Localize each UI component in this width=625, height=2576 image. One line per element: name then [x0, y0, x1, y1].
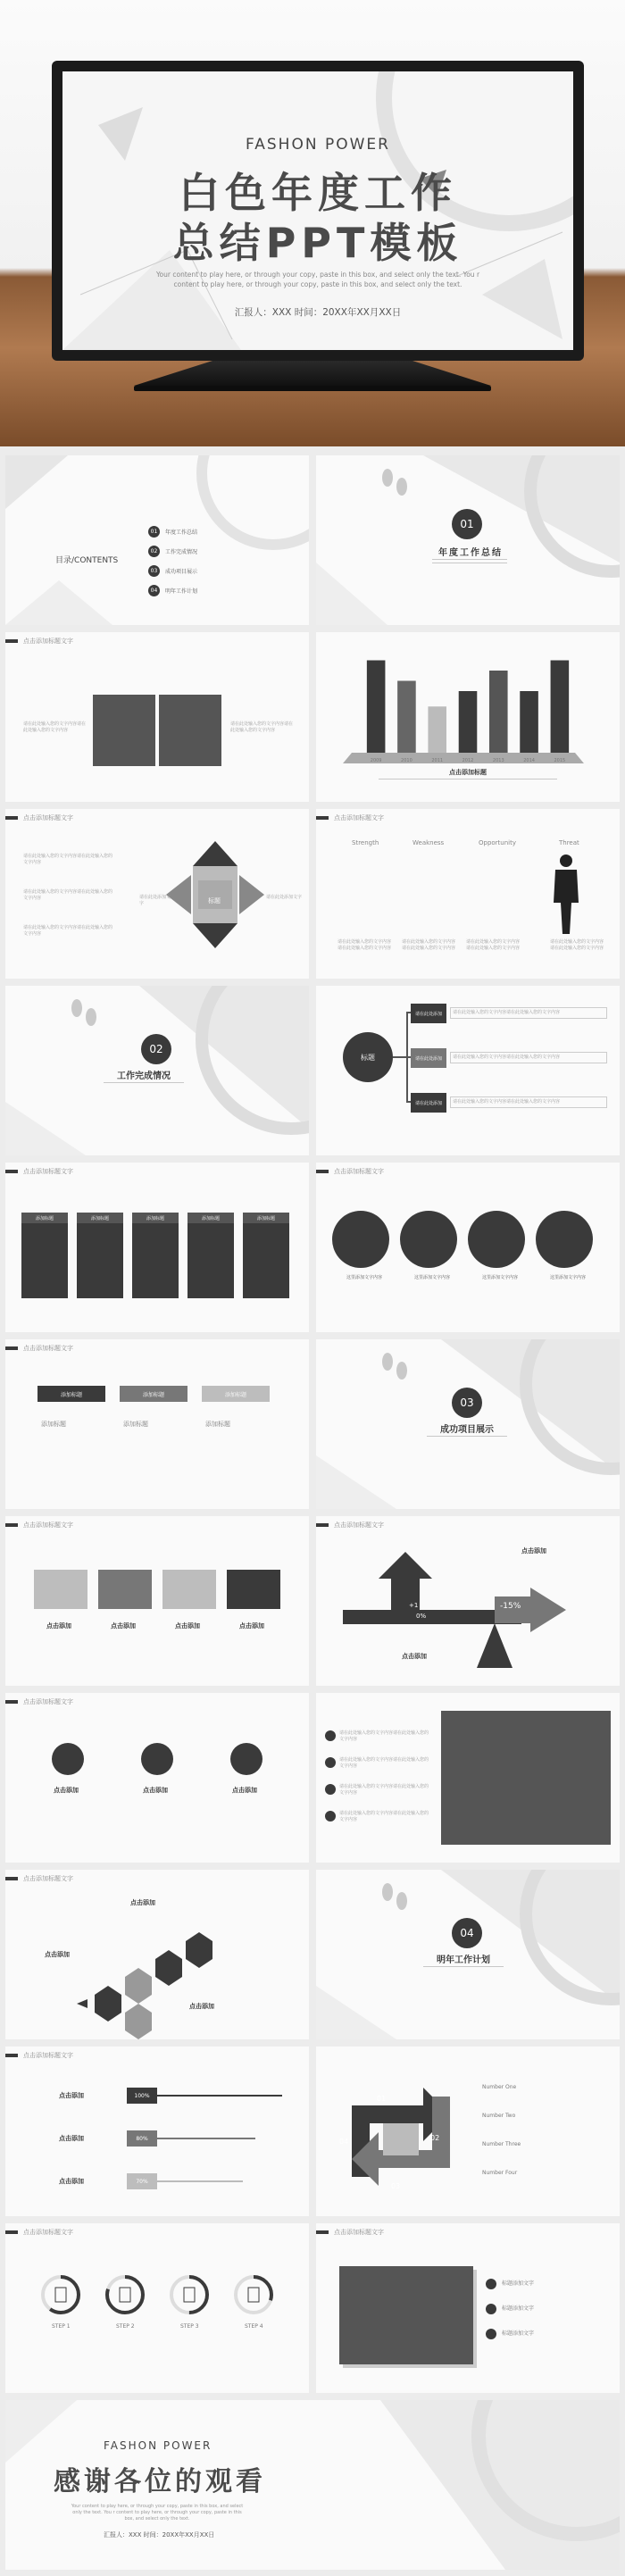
slide-hexagons[interactable]	[5, 1870, 309, 2039]
tab[interactable]: 添加标题	[38, 1386, 105, 1402]
check-icon	[325, 1757, 336, 1768]
contents-list	[148, 521, 197, 600]
cross-center-label: 标题	[208, 897, 221, 905]
flow-label: 请在此处添加	[411, 1093, 446, 1113]
slide-header	[316, 1168, 384, 1175]
section-title: 年度工作总结	[438, 548, 503, 558]
list-item: 标题添加文字	[502, 2305, 535, 2312]
divider	[427, 1436, 507, 1437]
slide-round-icons[interactable]	[5, 1693, 309, 1863]
slide-icon-boxes[interactable]	[5, 1516, 309, 1686]
cross-arrow-diagram	[166, 841, 264, 948]
circle-graphic	[400, 1211, 457, 1268]
cycle-number: 02	[430, 2134, 440, 2142]
step-label: STEP 1	[52, 2323, 71, 2330]
slide-header-label: 点击添加标题文字	[334, 1521, 384, 1529]
slide-bar-chart[interactable]	[316, 632, 620, 802]
circle-label: 这里添加文字内容	[413, 1275, 450, 1280]
slide-list-image[interactable]	[316, 2223, 620, 2393]
circle-label: 这里添加文字内容	[549, 1275, 586, 1280]
card[interactable]	[243, 1213, 289, 1298]
section-title: 成功项目展示	[440, 1425, 494, 1435]
contents-title: 目录/CONTENTS	[55, 556, 119, 565]
hexagon-diagram	[68, 1897, 264, 2039]
list-icon	[486, 2329, 496, 2339]
document-icon	[55, 2288, 66, 2302]
arrow-number: -15%	[500, 1602, 521, 1611]
cycle-item: Number Two	[482, 2113, 516, 2119]
slide-section-04[interactable]	[316, 1870, 620, 2039]
image-icon	[230, 1743, 262, 1775]
chart-bar	[551, 661, 570, 754]
closing-meta: 汇报人：XXX 时间：20XX年XX月XX日	[104, 2531, 215, 2538]
cycle-number: 03	[391, 2182, 401, 2190]
cycle-number: 01	[377, 2095, 387, 2103]
circle-label: 这里添加文字内容	[481, 1275, 518, 1280]
slide-timeline-bars[interactable]	[5, 2047, 309, 2216]
contents-item-number: 01	[148, 526, 160, 538]
slide-flow[interactable]	[316, 986, 620, 1155]
slide-header	[316, 814, 384, 821]
card[interactable]	[77, 1213, 123, 1298]
icon-box	[34, 1570, 88, 1609]
slide-section-02[interactable]	[5, 986, 309, 1155]
cycle-number: 04	[339, 2138, 349, 2146]
step-label: STEP 2	[116, 2323, 135, 2330]
section-number-badge: 02	[141, 1034, 171, 1064]
slide-header-label: 点击添加标题文字	[334, 2229, 384, 2236]
slide-header-label: 点击添加标题文字	[23, 1521, 73, 1529]
contents-item-number: 03	[148, 565, 160, 577]
card-title: 添加标题	[21, 1213, 68, 1223]
wrench-icon	[52, 1743, 84, 1775]
body-text: 请在此处输入您的文字内容请在此处输入您的文字内容	[450, 1096, 607, 1108]
card[interactable]	[21, 1213, 68, 1298]
slide-arrows[interactable]	[316, 1516, 620, 1686]
hex-label: 点击添加	[189, 2003, 214, 2010]
image-placeholder	[441, 1711, 611, 1845]
slide-header-label: 点击添加标题文字	[23, 1698, 73, 1705]
cover-meta: 汇报人：XXX 时间：20XX年XX月XX日	[234, 307, 402, 318]
image-placeholder	[159, 695, 221, 766]
businessman-silhouette	[548, 854, 584, 934]
image-placeholder	[339, 2266, 473, 2364]
slide-cards[interactable]	[5, 1163, 309, 1332]
slide-cycle[interactable]	[316, 2047, 620, 2216]
progress-line	[157, 2138, 255, 2139]
monitor-stand-base	[134, 386, 491, 391]
contents-item-label: 年度工作总结	[165, 529, 198, 536]
timeline-label: 点击添加	[59, 2092, 84, 2099]
chart-tick-label: 2014	[523, 758, 535, 763]
tab[interactable]: 添加标题	[120, 1386, 188, 1402]
slide-tabs[interactable]	[5, 1339, 309, 1509]
closing-subtitle: Your content to play here, or through your copy, paste in this box, and select only the text. You r content to play here, or through your copy, paste in this box, and select only the text.	[71, 2504, 244, 2522]
icon-box	[98, 1570, 152, 1609]
progress-line	[157, 2180, 243, 2182]
cover-title-line1: 白色年度工作	[179, 169, 457, 217]
tab[interactable]: 添加标题	[202, 1386, 270, 1402]
flow-label: 请在此处添加	[411, 1048, 446, 1068]
slide-section-03[interactable]	[316, 1339, 620, 1509]
slide-header	[5, 1875, 73, 1882]
icon-box	[162, 1570, 216, 1609]
slide-swot[interactable]	[316, 809, 620, 979]
slide-header	[5, 2052, 73, 2059]
hex-label: 点击添加	[130, 1899, 155, 1906]
arrow-label: 点击添加	[402, 1653, 427, 1660]
document-icon	[248, 2288, 259, 2302]
tab-label: 添加标题	[205, 1421, 230, 1428]
box-label: 点击添加	[111, 1622, 136, 1630]
arrow-number: 0%	[416, 1613, 427, 1620]
chart-tick-label: 2011	[431, 758, 444, 763]
slide-header	[316, 2229, 384, 2236]
tab-label: 添加标题	[41, 1421, 66, 1428]
cover-kicker: FASHON POWER	[246, 136, 390, 154]
card-title: 添加标题	[188, 1213, 234, 1223]
monitor-screen	[62, 71, 573, 350]
side-label: 请在此处添加文字	[139, 895, 171, 906]
body-text: 请在此处输入您的文字内容请在此处输入您的文字内容	[450, 1007, 607, 1019]
progress-rings	[5, 2223, 309, 2393]
hex-label: 点击添加	[45, 1951, 70, 1958]
flow-center-node: 标题	[343, 1032, 393, 1082]
chart-bar	[397, 681, 416, 754]
slide-closing[interactable]	[5, 2400, 620, 2570]
pencil-icon	[141, 1743, 173, 1775]
document-icon	[120, 2288, 130, 2302]
step-label: STEP 4	[245, 2323, 263, 2330]
slide-header	[5, 1168, 73, 1175]
divider	[104, 1082, 184, 1083]
contents-item[interactable]	[148, 561, 197, 580]
contents-item[interactable]	[148, 580, 197, 600]
contents-item-number: 02	[148, 546, 160, 557]
card-title: 添加标题	[132, 1213, 179, 1223]
slide-section-01[interactable]	[316, 455, 620, 625]
check-item-text: 请在此处输入您的文字内容请在此处输入您的文字内容	[339, 1730, 429, 1742]
check-item-text: 请在此处输入您的文字内容请在此处输入您的文字内容	[339, 1784, 429, 1796]
cycle-item: Number One	[482, 2084, 517, 2090]
slide-header-label: 点击添加标题文字	[334, 814, 384, 821]
percent-block: 70%	[127, 2173, 157, 2189]
arrow-number: +1	[409, 1602, 419, 1609]
icon-label: 点击添加	[143, 1787, 168, 1794]
body-text: 请在此处输入您的文字内容请在此处输入您的文字内容	[338, 939, 392, 951]
section-title: 工作完成情况	[117, 1071, 171, 1081]
cycle-item: Number Three	[482, 2141, 521, 2147]
cycle-diagram	[334, 2079, 468, 2195]
chart-bar	[489, 671, 508, 753]
swot-label: Strength	[352, 839, 379, 846]
list-item: 标题添加文字	[502, 2330, 535, 2337]
slide-header-label: 点击添加标题文字	[23, 1168, 73, 1175]
card[interactable]	[188, 1213, 234, 1298]
section-title: 明年工作计划	[437, 1955, 490, 1965]
card[interactable]	[132, 1213, 179, 1298]
slide-header-label: 点击添加标题文字	[23, 1345, 73, 1352]
slide-contents[interactable]	[5, 455, 309, 625]
body-text: 请在此处输入您的文字内容请在此处输入您的文字内容	[23, 854, 113, 865]
body-text: 请在此处输入您的文字内容请在此处输入您的文字内容	[450, 1052, 607, 1063]
body-text: 请在此处输入您的文字内容请在此处输入您的文字内容	[23, 925, 113, 937]
arrow-diagram	[334, 1543, 602, 1668]
slide-checklist[interactable]	[316, 1693, 620, 1863]
slide-header	[5, 1698, 73, 1705]
circle-graphic	[536, 1211, 593, 1268]
contents-item-number: 04	[148, 585, 160, 596]
cover-title-line2: 总结PPT模板	[172, 219, 463, 267]
list-item: 标题添加文字	[502, 2280, 535, 2287]
step-label: STEP 3	[180, 2323, 199, 2330]
slide-header-label: 点击添加标题文字	[23, 638, 73, 645]
body-text: 请在此处输入您的文字内容请在此处输入您的文字内容	[23, 889, 113, 901]
list-icon	[486, 2304, 496, 2314]
check-item-text: 请在此处输入您的文字内容请在此处输入您的文字内容	[339, 1811, 429, 1822]
swot-label: Weakness	[412, 839, 445, 846]
check-item-text: 请在此处输入您的文字内容请在此处输入您的文字内容	[339, 1757, 429, 1769]
chart-tick-label: 2010	[401, 758, 412, 763]
cycle-item: Number Four	[482, 2170, 518, 2176]
percent-block: 80%	[127, 2130, 157, 2147]
divider	[423, 1966, 504, 1967]
box-label: 点击添加	[239, 1622, 264, 1630]
contents-item-label: 工作完成情况	[165, 548, 198, 555]
closing-title: 感谢各位的观看	[54, 2466, 266, 2497]
slide-header-label: 点击添加标题文字	[334, 1168, 384, 1175]
timeline-label: 点击添加	[59, 2135, 84, 2142]
tab-label: 添加标题	[123, 1421, 148, 1428]
swot-label: Opportunity	[479, 839, 517, 846]
chart-caption: 点击添加标题	[449, 769, 487, 776]
slide-header	[316, 1521, 384, 1529]
chart-bar	[459, 691, 478, 753]
slide-decoration	[316, 455, 620, 625]
section-number-badge: 04	[452, 1918, 482, 1948]
chart-tick-label: 2013	[492, 758, 504, 763]
slide-cross-arrows[interactable]	[5, 809, 309, 979]
monitor-stand	[134, 361, 491, 386]
slide-header	[5, 638, 73, 645]
swot-label: Threat	[559, 839, 579, 846]
body-text: 请在此处输入您的文字内容请在此处输入您的文字内容	[230, 721, 294, 733]
progress-line	[157, 2095, 282, 2097]
slide-circles[interactable]	[316, 1163, 620, 1332]
slide-header-label: 点击添加标题文字	[23, 814, 73, 821]
slide-header	[5, 1521, 73, 1529]
contents-item-label: 成功项目展示	[165, 568, 198, 575]
card-title: 添加标题	[77, 1213, 123, 1223]
slide-two-images[interactable]	[5, 632, 309, 802]
slide-header	[5, 1345, 73, 1352]
slide-header-label: 点击添加标题文字	[23, 1875, 73, 1882]
monitor	[52, 61, 584, 361]
chart-bar	[367, 661, 386, 754]
list-icon	[486, 2279, 496, 2289]
circle-graphic	[468, 1211, 525, 1268]
divider	[432, 559, 507, 560]
circle-graphic	[332, 1211, 389, 1268]
check-icon	[325, 1730, 336, 1741]
cover-subtitle: Your content to play here, or through your copy, paste in this box, and select only the text. You r content to play here, or through your copy, paste in this box, and select only the text.	[155, 271, 480, 288]
check-icon	[325, 1811, 336, 1822]
box-label: 点击添加	[175, 1622, 200, 1630]
body-text: 请在此处输入您的文字内容请在此处输入您的文字内容	[23, 721, 87, 733]
contents-item[interactable]	[148, 541, 197, 561]
check-icon	[325, 1784, 336, 1795]
chart-tick-label: 2012	[462, 758, 474, 763]
icon-label: 点击添加	[232, 1787, 257, 1794]
body-text: 请在此处输入您的文字内容请在此处输入您的文字内容	[550, 939, 604, 951]
icon-label: 点击添加	[54, 1787, 79, 1794]
slide-progress-steps[interactable]	[5, 2223, 309, 2393]
arrow-label: 点击添加	[521, 1547, 546, 1555]
body-text: 请在此处输入您的文字内容请在此处输入您的文字内容	[402, 939, 456, 951]
section-number-badge: 03	[452, 1388, 482, 1418]
section-number-badge: 01	[452, 509, 482, 539]
icon-box	[227, 1570, 280, 1609]
chart-tick-label: 2009	[370, 758, 382, 763]
flow-label: 请在此处添加	[411, 1004, 446, 1023]
chart-bar	[428, 706, 446, 753]
cover-section	[0, 0, 625, 446]
document-icon	[184, 2288, 195, 2302]
card-title: 添加标题	[243, 1213, 289, 1223]
chart-tick-label: 2015	[554, 758, 566, 763]
contents-item-label: 明年工作计划	[165, 588, 198, 595]
chart-bar	[520, 691, 538, 753]
body-text: 请在此处输入您的文字内容请在此处输入您的文字内容	[466, 939, 521, 951]
percent-block: 100%	[127, 2088, 157, 2104]
closing-kicker: FASHON POWER	[104, 2439, 212, 2452]
side-label: 请在此处添加文字	[266, 895, 303, 900]
slide-header-label: 点击添加标题文字	[23, 2052, 73, 2059]
slide-header	[5, 814, 73, 821]
timeline-label: 点击添加	[59, 2178, 84, 2185]
circle-label: 这里添加文字内容	[346, 1275, 382, 1280]
image-placeholder	[93, 695, 155, 766]
slide-header-label: 点击添加标题文字	[23, 2229, 73, 2236]
contents-item[interactable]	[148, 521, 197, 541]
box-label: 点击添加	[46, 1622, 71, 1630]
